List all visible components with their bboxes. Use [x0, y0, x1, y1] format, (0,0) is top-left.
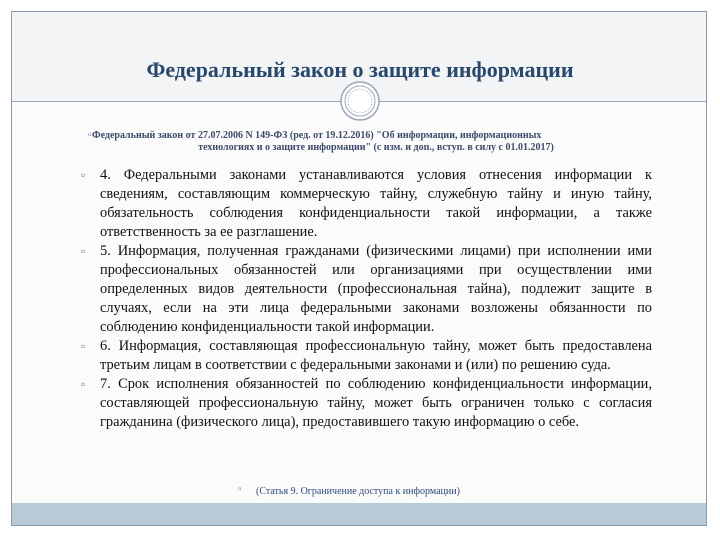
bullet-icon: ▫ [81, 244, 86, 258]
source-bullet-icon: ▫ [238, 484, 242, 495]
subnote-bullet-icon: ▫ [88, 130, 92, 141]
bullet-icon: ▫ [81, 168, 86, 182]
list-item [81, 375, 652, 432]
source-citation: (Статья 9. Ограничение доступа к информации) [256, 486, 460, 497]
footer-band [12, 503, 706, 525]
law-reference-line2: технологиях и о защите информации" (с изм. и доп., вступ. в силу с 01.01.2017) [198, 142, 554, 153]
slide-title: Федеральный закон о защите информации [146, 57, 574, 82]
law-reference-line1: Федеральный закон от 27.07.2006 N 149-ФЗ (ред. от 19.12.2016) "Об информации, информационных [92, 130, 542, 141]
list-item [81, 337, 652, 375]
circle-ornament-icon [339, 80, 381, 122]
point-5-text: 5. Информация, полученная гражданами (физическими лицами) при исполнении ими профессиональных обязанностей или организациями при осуществлении ими определенных видов деятельности (профессиональная тайна), подлежит защите в случаях, если на эти лица федеральными законами возложены обязанности по соблюдению конфиденциальности такой информации. [100, 243, 652, 335]
point-4-text: 4. Федеральными законами устанавливаются условия отнесения информации к сведениям, составляющим коммерческую тайну, служебную тайну и иную тайну, обязательность соблюдения конфиденциальности такой информации, а также ответственность за ее разглашение. [100, 167, 652, 240]
bullet-icon: ▫ [81, 339, 86, 353]
law-reference [92, 130, 660, 154]
point-6-text: 6. Информация, составляющая профессиональную тайну, может быть предоставлена третьим лицам в соответствии с федеральными законами и (или) по решению суда. [100, 338, 652, 373]
article-points [81, 166, 652, 432]
bullet-icon: ▫ [81, 377, 86, 391]
list-item [81, 166, 652, 242]
point-7-text: 7. Срок исполнения обязанностей по соблюдению конфиденциальности информации, составляющей профессиональную тайну, может быть ограничен только с согласия гражданина (физического лица), предоставившего такую информацию о себе. [100, 376, 652, 430]
list-item [81, 242, 652, 337]
